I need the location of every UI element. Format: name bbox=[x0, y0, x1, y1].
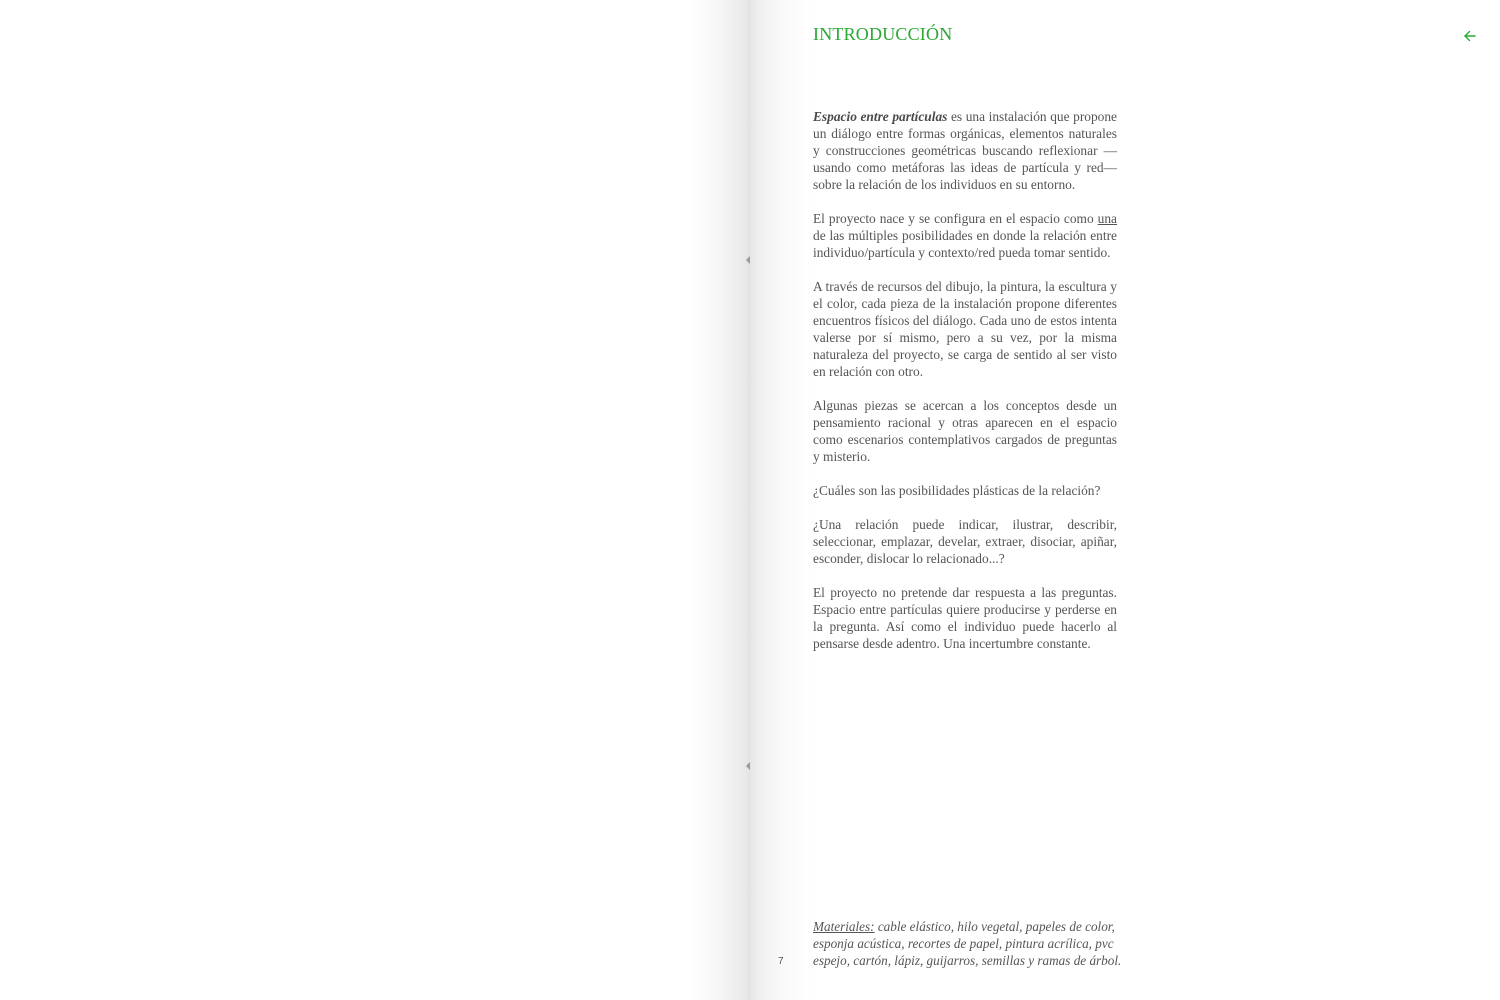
materials-label: Materiales: bbox=[813, 919, 875, 934]
paragraph-2 bbox=[813, 210, 1117, 261]
paragraph-7: El proyecto no pretende dar respuesta a las preguntas. Espacio entre partículas quiere producirse y perderse en la pregunta. Así como el individuo puede hacerlo al pensarse desde adentro. Una incertumbre constante. bbox=[813, 585, 1117, 651]
back-button[interactable] bbox=[1460, 26, 1480, 46]
page-number: 7 bbox=[778, 956, 784, 967]
arrow-left-icon bbox=[1460, 26, 1480, 46]
project-title-inline: Espacio entre partículas bbox=[813, 109, 948, 124]
gutter-marker-icon bbox=[746, 256, 750, 264]
paragraph-6: ¿Una relación puede indicar, ilustrar, describir, seleccionar, emplazar, develar, extraer, disociar, apiñar, esconder, dislocar lo relacionado...? bbox=[813, 517, 1117, 566]
paragraph-1 bbox=[813, 108, 1117, 193]
paragraph-1-text: es una instalación que propone un diálogo entre formas orgánicas, elementos naturales y construcciones geométricas buscando reflexionar —usando como metáforas las ideas de partícula y red— sobre la relación de los individuos en su entorno. bbox=[813, 109, 1118, 192]
paragraph-2-text-a: El proyecto nace y se configura en el espacio como bbox=[813, 211, 1098, 226]
introduction-text bbox=[813, 108, 1117, 669]
materials-text: cable elástico, hilo vegetal, papeles de color, esponja acústica, recortes de papel, pintura acrílica, pvc espejo, cartón, lápiz, guijarros, semillas y ramas de árbol. bbox=[813, 919, 1122, 968]
paragraph-4: Algunas piezas se acercan a los conceptos desde un pensamiento racional y otras aparecen en el espacio como escenarios contemplativos cargados de preguntas y misterio. bbox=[813, 398, 1117, 464]
paragraph-3: A través de recursos del dibujo, la pintura, la escultura y el color, cada pieza de la instalación propone diferentes encuentros físicos del diálogo. Cada uno de estos intenta valerse por sí mismo, pero a su vez, por la misma naturaleza del proyecto, se carga de sentido al ser visto en relación con otro. bbox=[813, 279, 1117, 379]
materials-note bbox=[813, 918, 1131, 969]
gutter-marker-icon bbox=[746, 762, 750, 770]
emphasized-word: una bbox=[1097, 211, 1117, 226]
page-title: INTRODUCCIÓN bbox=[813, 24, 953, 44]
paragraph-5: ¿Cuáles son las posibilidades plásticas de la relación? bbox=[813, 483, 1101, 498]
paragraph-2-text-b: de las múltiples posibilidades en donde la relación entre individuo/partícula y contexto/red pueda tomar sentido. bbox=[813, 228, 1117, 260]
